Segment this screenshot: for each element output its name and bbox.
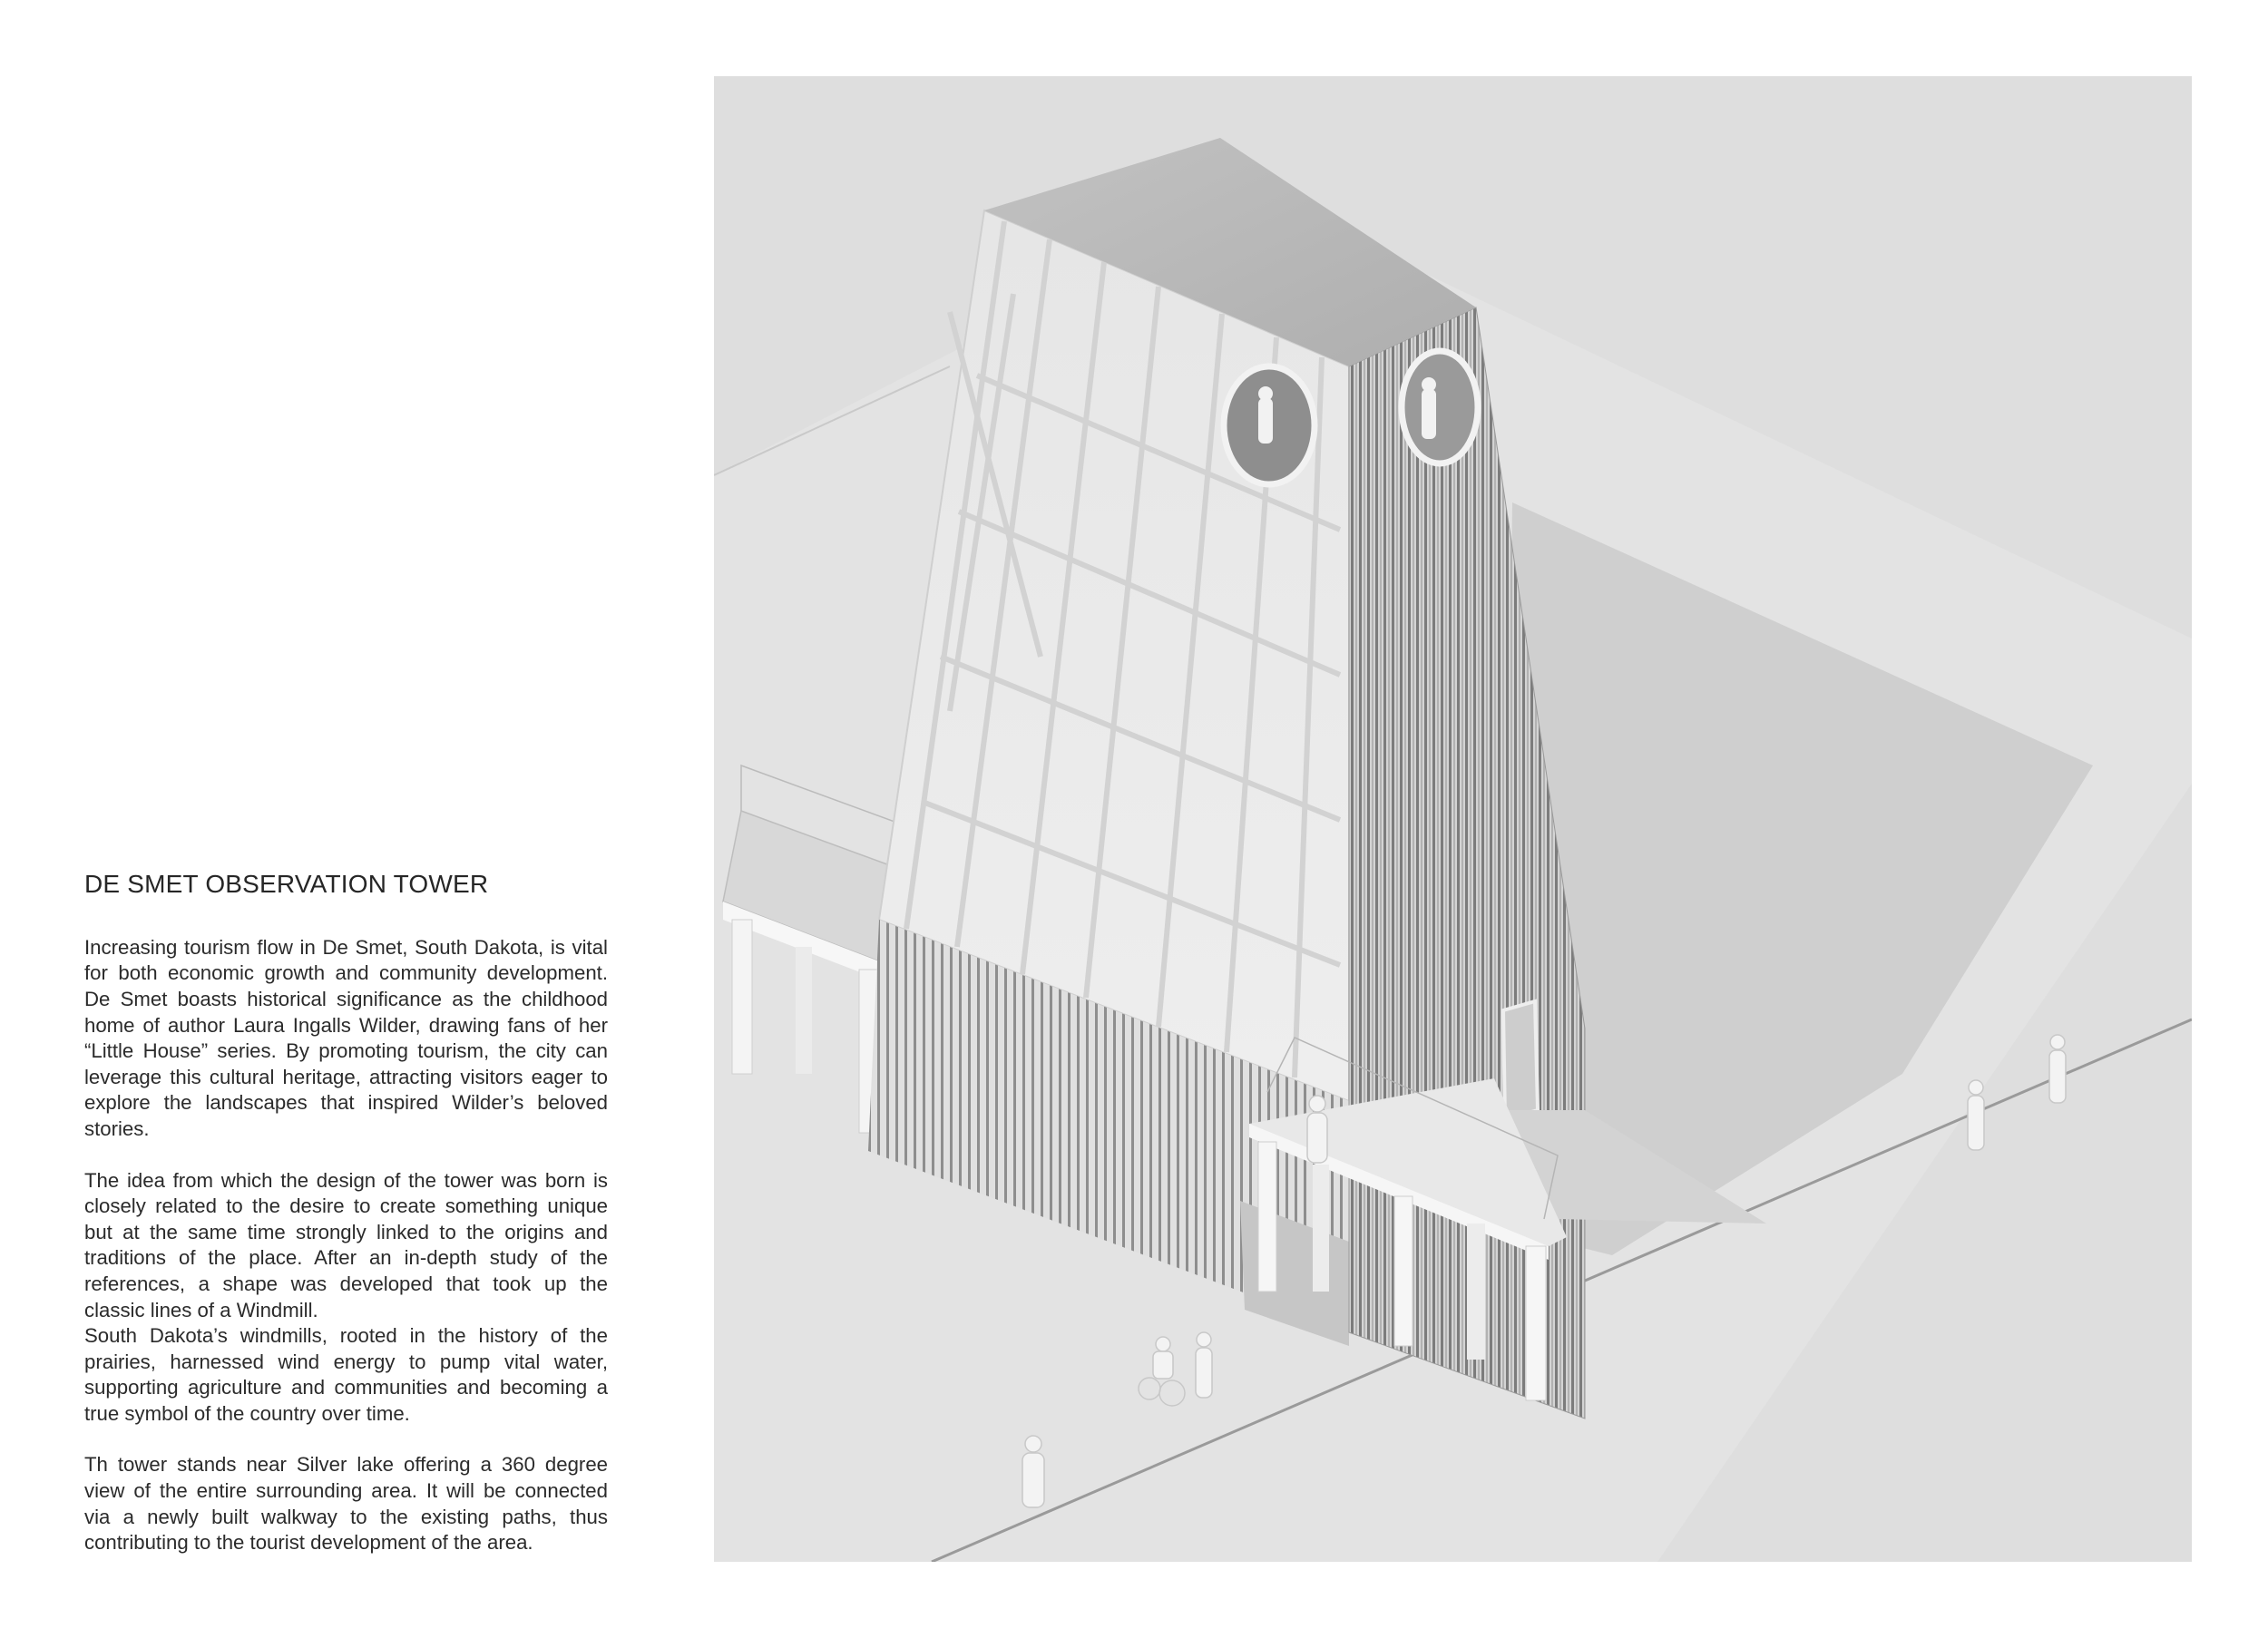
description-column <box>84 871 608 1556</box>
paragraph-windmills: South Dakota’s windmills, rooted in the history of the prairies, harnessed wind energy to pump vital water, supporting agriculture and communities and becoming a true symbol of the country over time. <box>84 1324 608 1425</box>
tower-render-svg <box>714 76 2192 1562</box>
tower-render <box>714 76 2192 1562</box>
person-path-2 <box>2049 1035 2066 1103</box>
person-companion <box>1196 1332 1212 1398</box>
page-title: DE SMET OBSERVATION TOWER <box>84 870 489 898</box>
person-walkway <box>1307 1096 1327 1163</box>
paragraph-design-idea: The idea from which the design of the tower was born is closely related to the desire to create something unique but at the same time strongly linked to the origins and traditions of the place. After an in-depth study of the references, a shape was developed that took up the classic lines of a Windmill. <box>84 1168 608 1321</box>
person-foreground <box>1022 1436 1044 1507</box>
paragraph-location: Th tower stands near Silver lake offering a 360 degree view of the entire surrounding area. It will be connected via a newly built walkway to the existing paths, thus contributing to the tourist development of the area. <box>84 1453 608 1555</box>
tower-door <box>1503 1001 1538 1119</box>
person-path-1 <box>1968 1080 1984 1150</box>
paragraph-tourism: Increasing tourism flow in De Smet, South Dakota, is vital for both economic growth and community development. De Smet boasts historical significance as the childhood home of author Laura Ingalls Wilder, drawing fans of her “Little House” series. By promoting tourism, the city can leverage this cultural heritage, attracting visitors eager to explore the landscapes that inspired Wilder’s beloved stories. <box>84 935 608 1140</box>
window-slat-face <box>1402 351 1478 463</box>
window-frame-face <box>1224 366 1315 484</box>
